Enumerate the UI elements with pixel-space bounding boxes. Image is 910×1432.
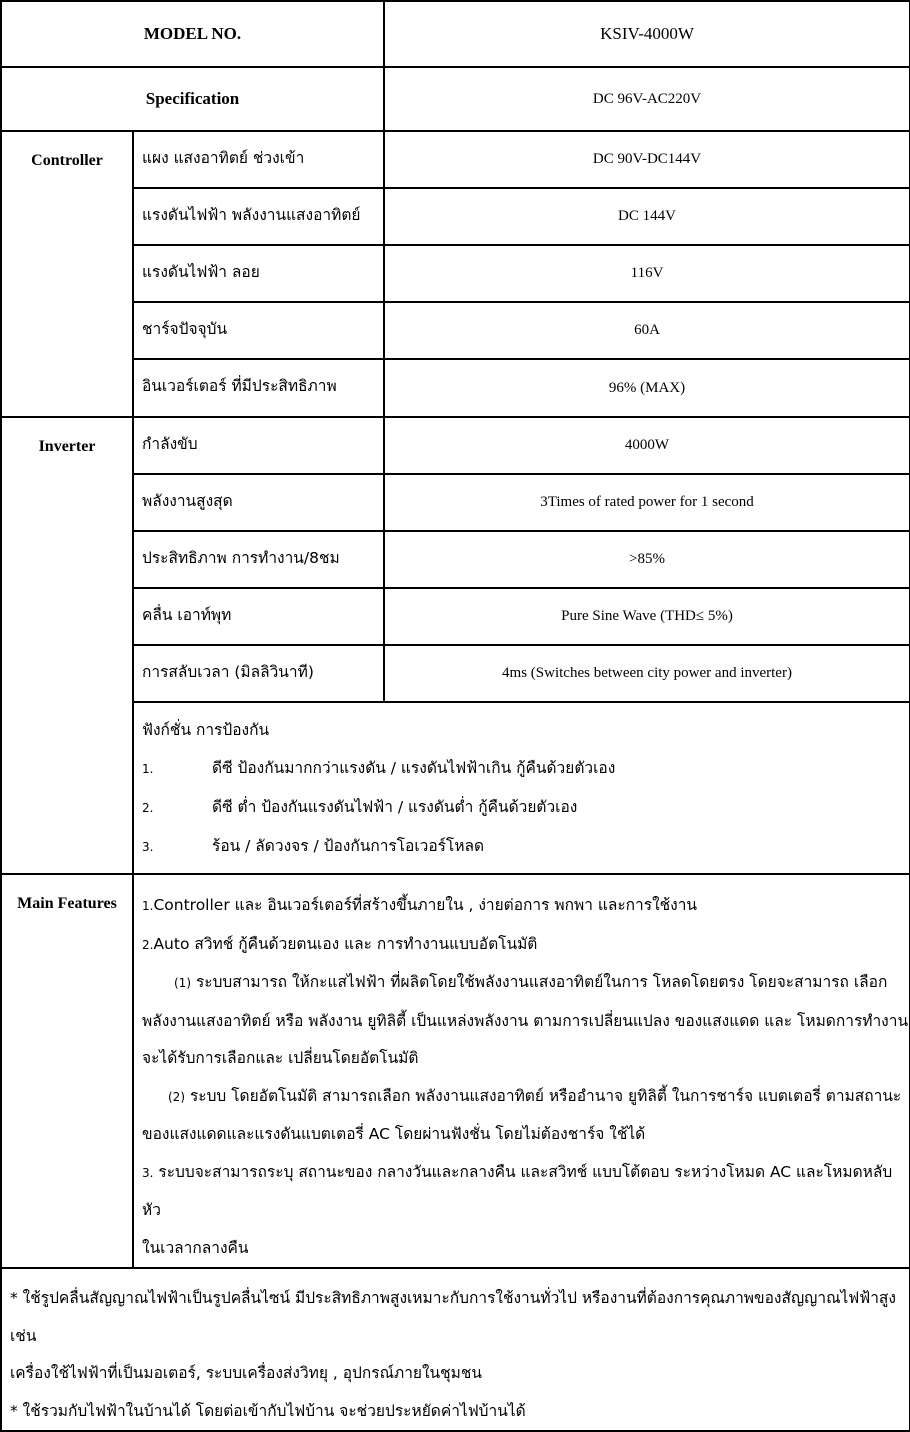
inverter-row [1,588,910,645]
controller-param: ชาร์จปัจจุบัน [133,302,384,359]
inverter-row [1,417,910,474]
inverter-value: 4000W [384,417,910,474]
main-features-row [1,874,910,1268]
controller-param: แรงดันไฟฟ้า พลังงานแสงอาทิตย์ [133,188,384,245]
controller-param: อินเวอร์เตอร์ ที่มีประสิทธิภาพ [133,359,384,417]
note-1-line-1: * ใช้รูปคลื่นสัญญาณไฟฟ้าเป็นรูปคลื่นไซน์ มีประสิทธิภาพสูงเหมาะกับการใช้งานทั่วไป หรืองานที่ต้องการคุณภาพของสัญญาณไฟฟ้าสูง เช่น [10,1289,896,1345]
feature-2-1-line-1: (1) ระบบสามารถ ให้กะแสไฟฟ้า ที่ผลิตโดยใช้พลังงานแสงอาทิตย์ในการ โหลดโดยตรง โดยจะสามารถ เลือก [174,973,888,991]
controller-row [1,245,910,302]
protection-item-text: ดีซี ต่ำ ป้องกันแรงดันไฟฟ้า / แรงดันต่ำ กู้คืนด้วยตัวเอง [212,798,578,816]
protection-item [142,834,909,860]
inverter-value: 3Times of rated power for 1 second [384,474,910,531]
feature-2: 2.Auto สวิทช์ กู้คืนด้วยตนเอง และ การทำงานแบบอัตโนมัติ [142,934,538,953]
inverter-row [1,474,910,531]
notes-content [1,1268,910,1431]
inverter-param: คลื่น เอาท์พุท [133,588,384,645]
inverter-value: Pure Sine Wave (THD≤ 5%) [384,588,910,645]
protection-item-number: 2. [142,801,154,815]
controller-param: แผง แสงอาทิตย์ ช่วงเข้า [133,131,384,188]
protection-title: ฟังก์ชั่น การป้องกัน [142,721,270,739]
inverter-param: กำลังขับ [133,417,384,474]
protection-row [1,702,910,874]
protection-item [142,756,909,782]
protection-item-number: 1. [142,762,154,776]
controller-row [1,131,910,188]
inverter-value: 4ms (Switches between city power and inverter) [384,645,910,702]
feature-2-1-line-3: จะได้รับการเลือกและ เปลี่ยนโดยอัตโนมัติ [142,1049,419,1067]
feature-2-1-line-2: พลังงานแสงอาทิตย์ หรือ พลังงาน ยูทิลิตี้ เป็นแหล่งพลังงาน ตามการเปลี่ยนแปลง ของแสงแดด และ โหมดการทำงาน [142,1011,909,1030]
controller-value: 96% (MAX) [384,359,910,417]
inverter-param: พลังงานสูงสุด [133,474,384,531]
inverter-value: >85% [384,531,910,588]
inverter-section-label: Inverter [1,417,133,874]
inverter-row [1,531,910,588]
inverter-row [1,645,910,702]
note-2: * ใช้รวมกับไฟฟ้าในบ้านได้ โดยต่อเข้ากับไฟบ้าน จะช่วยประหยัดค่าไฟบ้านได้ [10,1401,526,1420]
protection-item [142,795,909,821]
protection-item-text: ร้อน / ลัดวงจร / ป้องกันการโอเวอร์โหลด [212,837,485,855]
controller-row [1,302,910,359]
spec-value: DC 96V-AC220V [384,67,910,131]
model-row [1,1,910,67]
controller-param: แรงดันไฟฟ้า ลอย [133,245,384,302]
notes-row [1,1268,910,1431]
feature-1: 1.Controller และ อินเวอร์เตอร์ที่สร้างขึ้นภายใน , ง่ายต่อการ พกพา และการใช้งาน [142,896,698,914]
feature-3-line-2: ในเวลากลางคืน [142,1238,249,1257]
model-label: MODEL NO. [1,1,384,67]
controller-row [1,359,910,417]
inverter-param: ประสิทธิภาพ การทำงาน/8ชม [133,531,384,588]
main-features-section-label: Main Features [1,874,133,1268]
note-1-line-2: เครื่องใช้ไฟฟ้าที่เป็นมอเตอร์, ระบบเครื่องส่งวิทยุ , อุปกรณ์ภายในชุมชน [10,1364,483,1382]
controller-row [1,188,910,245]
feature-2-2-line-1: (2) ระบบ โดยอัตโนมัติ สามารถเลือก พลังงานแสงอาทิตย์ หรืออำนาจ ยูทิลิตี้ ในการชาร์จ แบตเตอรี่ ตามสถานะ [168,1086,902,1105]
protection-item-text: ดีซี ป้องกันมากกว่าแรงดัน / แรงดันไฟฟ้าเกิน กู้คืนด้วยตัวเอง [212,759,616,777]
main-features-content [133,874,910,1268]
spec-label: Specification [1,67,384,131]
controller-value: DC 144V [384,188,910,245]
feature-3-line-1: 3. ระบบจะสามารถระบุ สถานะของ กลางวันและกลางคืน และสวิทช์ แบบโต้ตอบ ระหว่างโหมด AC และโหมดหลับหัว [142,1162,893,1219]
spec-row [1,67,910,131]
controller-section-label: Controller [1,131,133,417]
model-value: KSIV-4000W [384,1,910,67]
controller-value: 60A [384,302,910,359]
controller-value: DC 90V-DC144V [384,131,910,188]
feature-2-2-line-2: ของแสงแดดและแรงดันแบตเตอรี่ AC โดยผ่านฟังชั่น โดยไม่ต้องชาร์จ ใช้ได้ [142,1125,646,1143]
protection-functions [133,702,910,874]
inverter-param: การสลับเวลา (มิลลิวินาที) [133,645,384,702]
controller-value: 116V [384,245,910,302]
protection-item-number: 3. [142,840,154,854]
